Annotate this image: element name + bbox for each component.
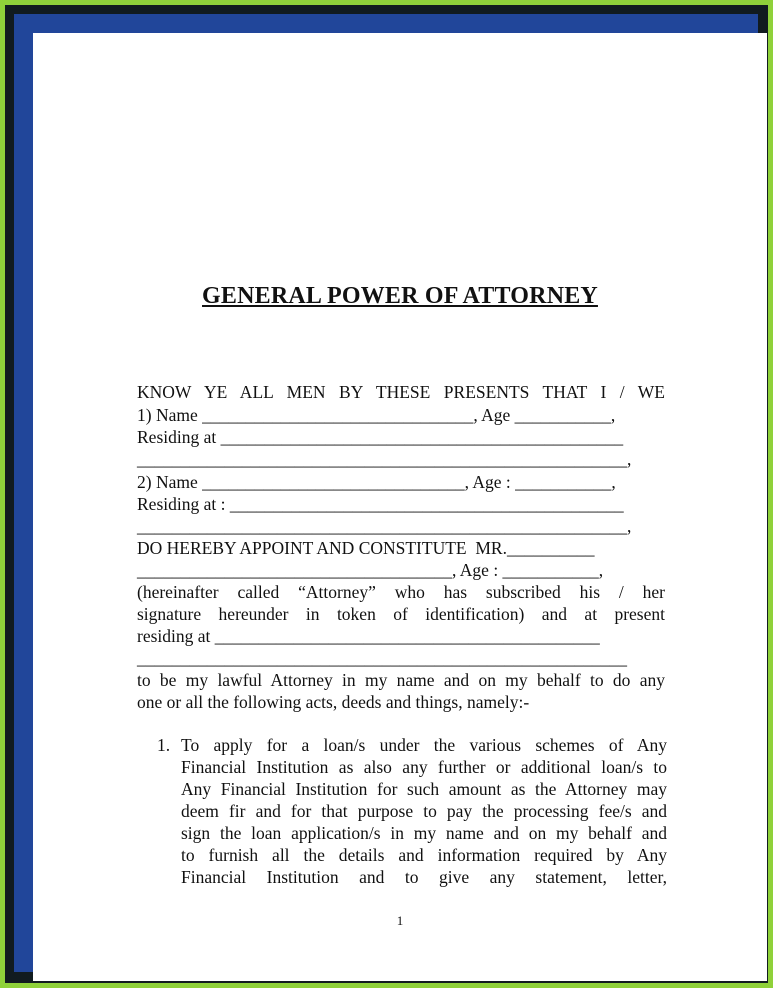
document-title: GENERAL POWER OF ATTORNEY — [202, 283, 598, 309]
list-item-line: Financial Institution as also any further or additional loan/s to — [181, 757, 667, 777]
document-frame — [14, 14, 758, 972]
list-item-line: Financial Institution and to give any statement, letter, — [181, 867, 667, 887]
appoint-line: DO HEREBY APPOINT AND CONSTITUTE MR.__________ — [137, 538, 595, 558]
attorney-age-line: ____________________________________, Age : ___________, — [137, 560, 604, 580]
blank-line-2: ________________________________________________________, — [137, 516, 632, 536]
intro-line: KNOW YE ALL MEN BY THESE PRESENTS THAT I / WE — [137, 382, 665, 402]
list-item — [157, 734, 667, 894]
list-item-line: to furnish all the details and information required by Any — [181, 845, 667, 865]
residing-1-line: Residing at ______________________________________________ — [137, 427, 624, 447]
name-2-line: 2) Name ______________________________, Age : ___________, — [137, 472, 616, 492]
attorney-residing-line: residing at ____________________________________________ — [137, 626, 600, 646]
document-page — [33, 33, 767, 981]
acts-line: one or all the following acts, deeds and things, namely:- — [137, 692, 530, 712]
list-item-line: To apply for a loan/s under the various schemes of Any — [181, 735, 667, 755]
blank-line-3: ________________________________________________________ — [137, 648, 627, 668]
lawful-attorney-line: to be my lawful Attorney in my name and on my behalf to do any — [137, 670, 665, 690]
residing-2-line: Residing at : _____________________________________________ — [137, 494, 624, 514]
list-item-line: Any Financial Institution for such amount as the Attorney may — [181, 779, 667, 799]
list-item-line: deem fir and for that purpose to pay the processing fee/s and — [181, 801, 667, 821]
list-item-line: sign the loan application/s in my name and on my behalf and — [181, 823, 667, 843]
signature-line: signature hereunder in token of identification) and at present — [137, 604, 665, 624]
hereinafter-line: (hereinafter called “Attorney” who has subscribed his / her — [137, 582, 665, 602]
blank-line-1: ________________________________________________________, — [137, 449, 632, 469]
name-1-line: 1) Name _______________________________, Age ___________, — [137, 405, 616, 425]
list-item-number: 1. — [157, 735, 171, 755]
page-number: 1 — [396, 913, 404, 928]
